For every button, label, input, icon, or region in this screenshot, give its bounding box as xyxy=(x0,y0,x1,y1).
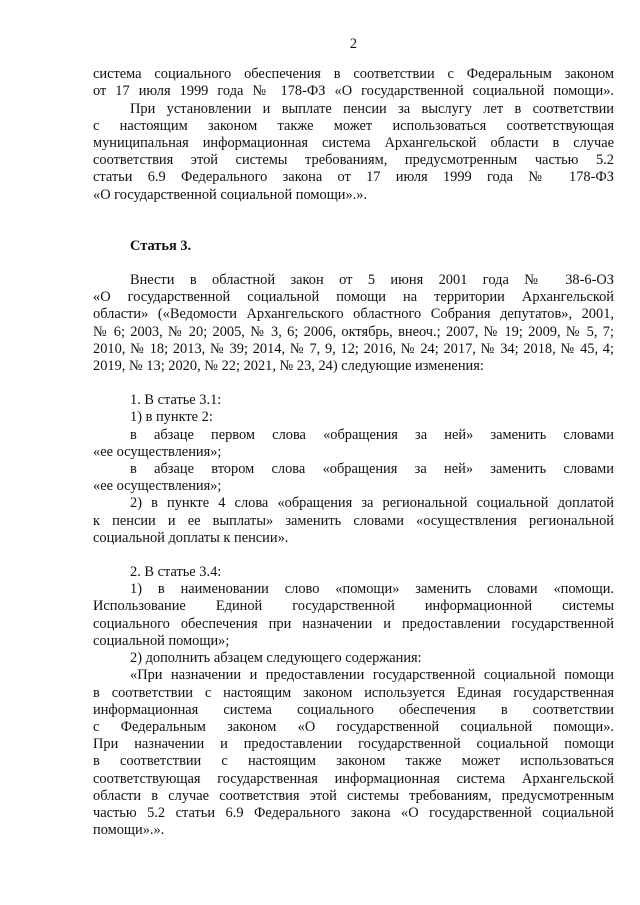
section-1 xyxy=(93,392,614,547)
paragraph-amendment-intro xyxy=(93,272,614,375)
text-line: от 17 июля 1999 года № 178-ФЗ «О государственной социальной помощи». xyxy=(93,83,614,100)
text-line: помощи».». xyxy=(93,822,165,839)
text-line: «ее осуществления»; xyxy=(93,478,222,495)
text-line: Внести в областной закон от 5 июня 2001 года № 38-6-ОЗ xyxy=(130,272,614,289)
text-line: № 6; 2003, № 20; 2005, № 3, 6; 2006, октябрь, внеоч.; 2007, № 19; 2009, № 5, 7; xyxy=(93,323,614,340)
text-line: «О государственной социальной помощи на территории Архангельской xyxy=(93,289,614,306)
section-title: 2. В статье 3.4: xyxy=(130,564,222,581)
text-line: Использование Единой государственной информационной системы xyxy=(93,598,614,615)
section-title: 1. В статье 3.1: xyxy=(130,392,222,409)
text-line: При назначении и предоставлении государственной социальной помощи xyxy=(93,736,614,753)
text-line: к пенсии и ее выплаты» заменить словами «осуществления региональной xyxy=(93,512,614,529)
text-line: в абзаце втором слова «обращения за ней» заменить словами xyxy=(130,461,614,478)
text-line: «При назначении и предоставлении государственной социальной помощи xyxy=(130,667,614,684)
text-line: 2) дополнить абзацем следующего содержания: xyxy=(130,650,422,667)
text-line: области в случае соответствия этой системы требованиям, предусмотренным xyxy=(93,787,614,804)
text-line: 2019, № 13; 2020, № 22; 2021, № 23, 24) следующие изменения: xyxy=(93,358,484,375)
text-line: муниципальная информационная система Архангельской области в случае xyxy=(93,135,614,152)
text-line: в соответствии с настоящим законом также может использоваться xyxy=(93,753,614,770)
text-line: информационная система социального обеспечения в соответствии xyxy=(93,701,614,718)
text-line: социального обеспечения при назначении и предоставлении государственной xyxy=(93,615,614,632)
text-line: с настоящим законом также может использоваться соответствующая xyxy=(93,117,614,134)
text-line: области» («Ведомости Архангельского областного Собрания депутатов», 2001, xyxy=(93,306,614,323)
text-line: При установлении и выплате пенсии за выслугу лет в соответствии xyxy=(130,100,614,117)
text-line: 2010, № 18; 2013, № 39; 2014, № 7, 9, 12; 2016, № 24; 2017, № 34; 2018, № 45, 4; xyxy=(93,340,614,357)
section-2 xyxy=(93,564,614,839)
text-line: «О государственной социальной помощи».». xyxy=(93,186,368,203)
text-line: статьи 6.9 Федерального закона от 17 июля 1999 года № 178-ФЗ xyxy=(93,169,614,186)
text-line: соответствия этой системы требованиям, предусмотренным частью 5.2 xyxy=(93,152,614,169)
text-line: частью 5.2 статьи 6.9 Федерального закона «О государственной социальной xyxy=(93,804,614,821)
text-line: с Федеральным законом «О государственной социальной помощи». xyxy=(93,718,614,735)
text-line: социальной помощи»; xyxy=(93,632,230,649)
text-line: «ее осуществления»; xyxy=(93,443,222,460)
text-line: соответствующая государственная информационная система Архангельской xyxy=(93,770,614,787)
page-number: 2 xyxy=(349,36,358,52)
text-line: 1) в наименовании слово «помощи» заменить словами «помощи. xyxy=(130,581,614,598)
article-heading: Статья 3. xyxy=(130,237,192,254)
text-line: 1) в пункте 2: xyxy=(130,409,213,426)
paragraph-continuation xyxy=(93,66,614,204)
text-line: система социального обеспечения в соответствии с Федеральным законом xyxy=(93,66,614,83)
text-line: в абзаце первом слова «обращения за ней» заменить словами xyxy=(130,426,614,443)
text-line: социальной доплаты к пенсии». xyxy=(93,529,289,546)
text-line: в соответствии с настоящим законом используется Единая государственная xyxy=(93,684,614,701)
text-line: 2) в пункте 4 слова «обращения за региональной социальной доплатой xyxy=(130,495,614,512)
